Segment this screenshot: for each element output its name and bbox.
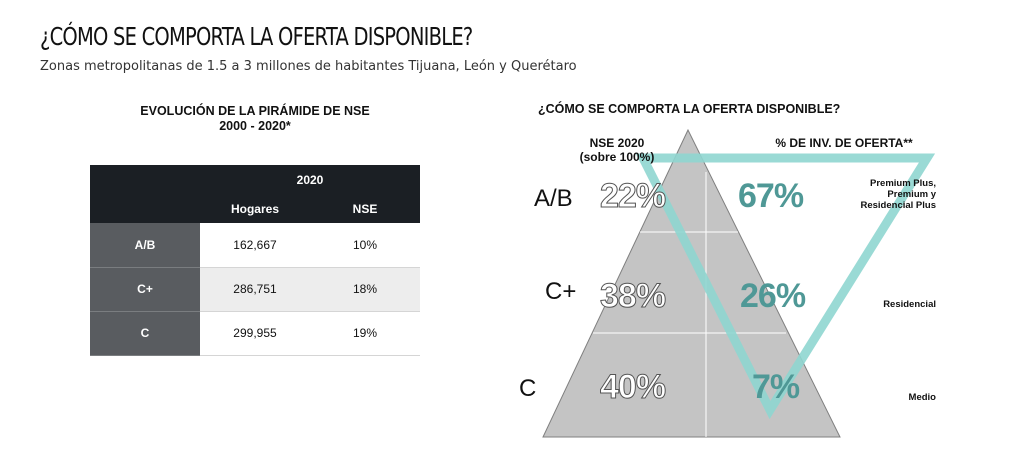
row-category: C xyxy=(90,311,200,355)
page-title: ¿CÓMO SE COMPORTA LA OFERTA DISPONIBLE? xyxy=(40,22,473,51)
investment-percent-c: 7% xyxy=(752,368,800,406)
nse-percent-ab: 22% xyxy=(600,177,666,215)
pyramid-heading: ¿CÓMO SE COMPORTA LA OFERTA DISPONIBLE? xyxy=(538,102,841,116)
nse-percent-cplus: 38% xyxy=(600,277,666,315)
nse-column-line2: (sobre 100%) xyxy=(579,150,655,164)
segment-label-ab xyxy=(826,178,936,211)
row-nse: 10% xyxy=(310,223,420,267)
row-hogares: 299,955 xyxy=(200,311,310,355)
row-nse: 18% xyxy=(310,267,420,311)
row-category: A/B xyxy=(90,223,200,267)
investment-percent-ab: 67% xyxy=(738,177,804,215)
nse-column-header xyxy=(552,136,682,164)
segment-label-c xyxy=(826,392,936,403)
page-subtitle: Zonas metropolitanas de 1.5 a 3 millones de habitantes Tijuana, León y Querétaro xyxy=(40,59,577,74)
nse-percent-c: 40% xyxy=(600,368,666,406)
level-letter-cplus: C+ xyxy=(545,278,577,305)
table-heading-line1: EVOLUCIÓN DE LA PIRÁMIDE DE NSE xyxy=(140,104,370,118)
row-hogares: 286,751 xyxy=(200,267,310,311)
row-nse: 19% xyxy=(310,311,420,355)
level-letter-ab: A/B xyxy=(534,185,573,212)
segment-label-line: Premium Plus, xyxy=(870,178,936,189)
segment-label-line: Medio xyxy=(908,392,936,403)
col-header-nse: NSE xyxy=(310,194,420,223)
row-hogares: 162,667 xyxy=(200,223,310,267)
investment-percent-cplus: 26% xyxy=(740,277,806,315)
investment-column-header: % DE INV. DE OFERTA** xyxy=(775,136,913,150)
segment-label-line: Premium y xyxy=(887,189,936,200)
col-header-hogares: Hogares xyxy=(200,194,310,223)
segment-label-line: Residencial xyxy=(883,299,936,310)
nse-column-line1: NSE 2020 xyxy=(589,136,645,150)
table-heading-line2: 2000 - 2020* xyxy=(219,119,291,133)
segment-label-line: Residencial Plus xyxy=(860,200,936,211)
segment-label-cplus xyxy=(826,299,936,310)
row-category: C+ xyxy=(90,267,200,311)
level-letter-c: C xyxy=(519,375,537,402)
table-year-header: 2020 xyxy=(200,165,420,194)
